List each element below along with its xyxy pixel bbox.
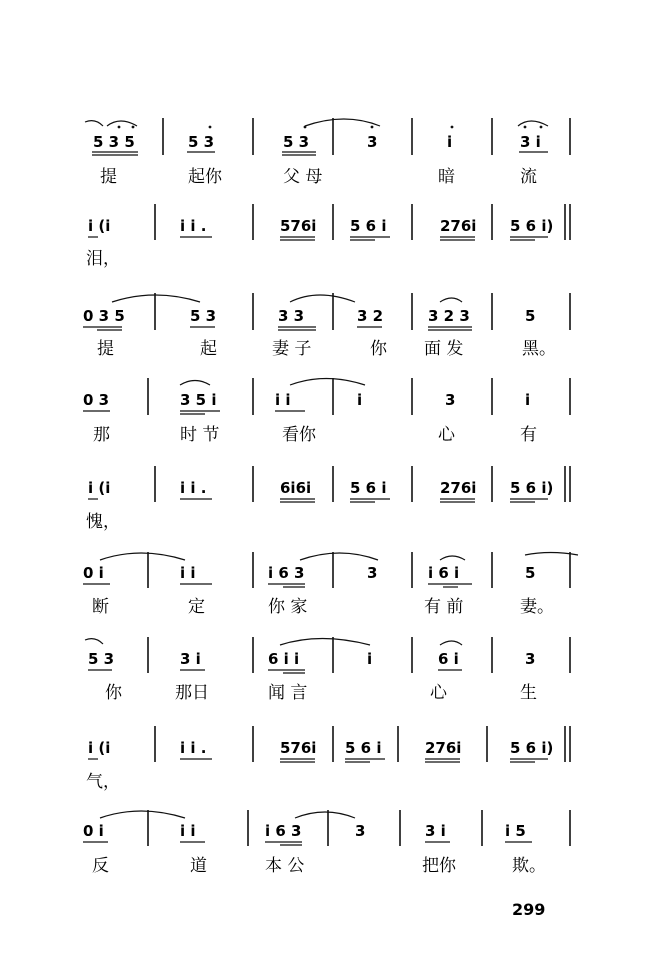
lyric: 你 — [105, 683, 122, 703]
music-system — [85, 637, 570, 703]
notation-measure: 276i — [440, 217, 477, 235]
music-system — [86, 726, 570, 792]
notation-measure: 5 3 — [283, 133, 310, 151]
notation-measure: i i — [180, 822, 196, 840]
music-system — [83, 810, 570, 876]
notation-measure: 3 2 — [357, 307, 384, 325]
notation-measure: 276i — [440, 479, 477, 497]
lyric: 闻 言 — [268, 683, 308, 703]
notation-measure: 3 — [525, 650, 536, 668]
lyric: 心 — [438, 425, 455, 445]
lyric: 道 — [190, 856, 207, 876]
barlines — [148, 552, 570, 588]
notation-measure: 5 3 — [188, 133, 215, 151]
notation-measure: 5 6 i) — [510, 217, 554, 235]
notation-measure: 0 i — [83, 564, 104, 582]
notation-measure: 3 3 — [278, 307, 305, 325]
lyric: 面 发 — [424, 339, 464, 359]
notation-measure: 3 2 3 — [428, 307, 470, 325]
music-system — [83, 378, 570, 445]
notation-measure: 3 5 i — [180, 391, 217, 409]
music-system — [85, 118, 570, 187]
lyric: 妻 子 — [272, 339, 312, 359]
notation-measure: i — [357, 391, 363, 409]
lyric: 生 — [520, 683, 537, 703]
notation-measure: i i . — [180, 479, 207, 497]
slurs-and-beams — [85, 119, 548, 155]
notation-measure: 3 — [367, 564, 378, 582]
notation-measure: 3 i — [180, 650, 201, 668]
notation-measure: i 6 3 — [265, 822, 302, 840]
lyric: 愧， — [86, 512, 120, 532]
notation-measure: 3 — [355, 822, 366, 840]
lyric: 你 — [370, 339, 387, 359]
notation-measure: 6 i — [438, 650, 459, 668]
notation-measure: i (i — [88, 479, 111, 497]
notation-measure: 0 3 — [83, 391, 110, 409]
beams — [88, 759, 548, 762]
notation-measure: 0 i — [83, 822, 104, 840]
lyric: 反 — [92, 856, 109, 876]
notation-measure: 5 — [525, 564, 536, 582]
lyric: 那日 — [175, 683, 209, 703]
notation-measure: 5 6 i) — [510, 479, 554, 497]
notation-measure: 3 i — [520, 133, 541, 151]
music-system — [86, 466, 570, 532]
lyric: 那 — [93, 425, 110, 445]
notation-measure: i i . — [180, 739, 207, 757]
notation-measure: 0 3 5 — [83, 307, 125, 325]
notation-measure: i — [447, 133, 453, 151]
page-number: 299 — [512, 900, 546, 919]
lyric: 提 — [100, 167, 117, 187]
notation-measure: i 6 i — [428, 564, 460, 582]
lyric: 看你 — [282, 425, 316, 445]
music-system — [83, 293, 570, 359]
notation-measure: 3 — [445, 391, 456, 409]
lyric: 妻。 — [520, 597, 554, 617]
notation-measure: 5 6 i — [350, 479, 387, 497]
lyric: 心 — [430, 683, 447, 703]
notation-measure: 6i6i — [280, 479, 312, 497]
lyric: 起 — [200, 339, 217, 359]
notation-measure: i 6 3 — [268, 564, 305, 582]
notation-measure: i — [367, 650, 373, 668]
notation-measure: i i — [275, 391, 291, 409]
lyric: 泪， — [86, 249, 120, 269]
notation-measure: i — [525, 391, 531, 409]
octave-dots — [118, 126, 543, 129]
notation-measure: i 5 — [505, 822, 526, 840]
lyric: 有 前 — [424, 597, 464, 617]
notation-measure: i (i — [88, 217, 111, 235]
notation-measure: 5 6 i — [345, 739, 382, 757]
lyric: 提 — [97, 339, 114, 359]
lyric: 定 — [188, 597, 205, 617]
notation-measure: 3 i — [425, 822, 446, 840]
notation-measure: 5 — [525, 307, 536, 325]
slurs-and-beams — [83, 379, 365, 415]
lyric: 断 — [92, 597, 109, 617]
notation-measure: 5 3 — [190, 307, 217, 325]
music-system — [86, 204, 570, 269]
notation-measure: 576i — [280, 739, 317, 757]
lyric: 有 — [520, 425, 537, 445]
notation-measure: i (i — [88, 739, 111, 757]
lyric: 你 家 — [268, 597, 308, 617]
lyric: 欺。 — [512, 856, 546, 876]
notation-measure: 276i — [425, 739, 462, 757]
music-system — [83, 552, 578, 617]
notation-measure: 3 — [367, 133, 378, 151]
notation-measure: 5 6 i) — [510, 739, 554, 757]
notation-measure: i i — [180, 564, 196, 582]
notation-measure: 5 3 5 — [93, 133, 135, 151]
notation-measure: 5 3 — [88, 650, 115, 668]
notation-measure: 5 6 i — [350, 217, 387, 235]
slurs-and-beams — [83, 811, 532, 845]
beams — [88, 237, 548, 240]
lyric: 父 母 — [283, 167, 323, 187]
slurs-and-beams — [83, 553, 578, 588]
lyric: 气， — [86, 772, 120, 792]
notation-measure: 6 i i — [268, 650, 300, 668]
lyric: 流 — [520, 167, 537, 187]
lyric: 起你 — [188, 167, 222, 187]
notation-measure: i i . — [180, 217, 207, 235]
lyric: 暗 — [438, 167, 455, 187]
beams — [88, 499, 548, 502]
lyric: 本 公 — [265, 856, 305, 876]
notation-measure: 576i — [280, 217, 317, 235]
lyric: 把你 — [422, 856, 456, 876]
lyric: 黑。 — [522, 339, 556, 359]
lyric: 时 节 — [180, 425, 220, 445]
